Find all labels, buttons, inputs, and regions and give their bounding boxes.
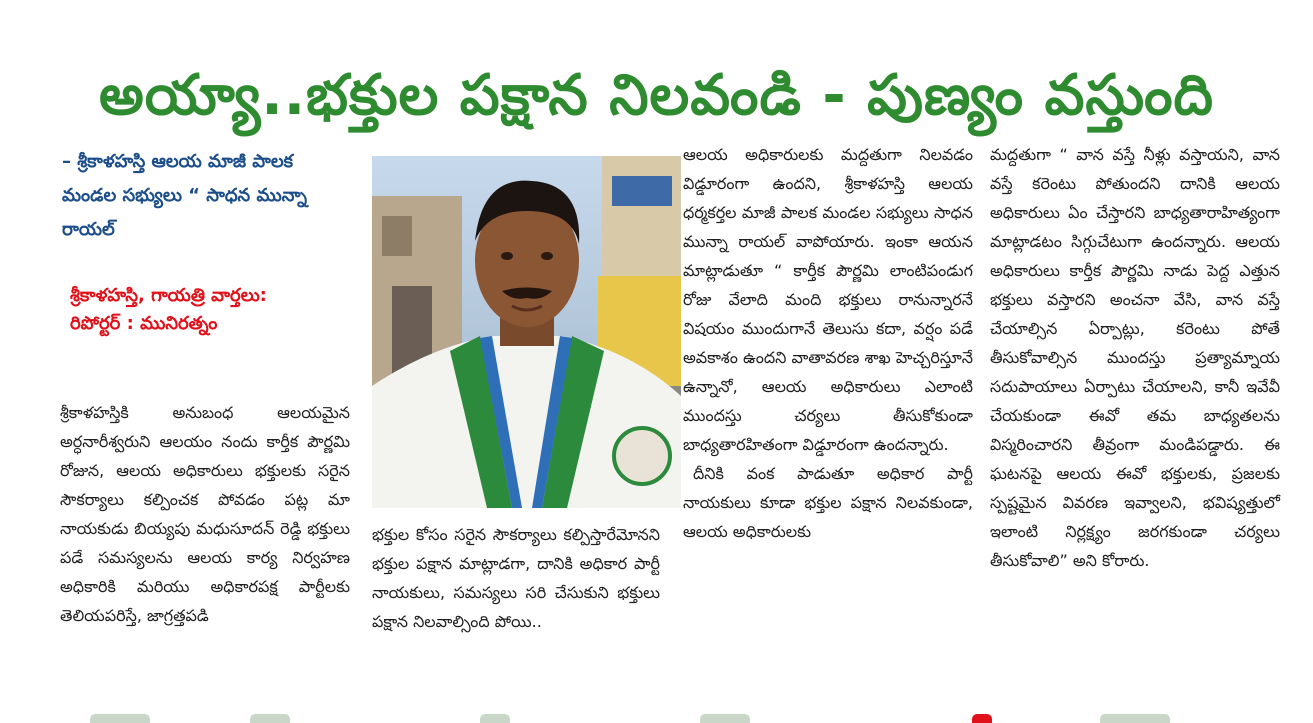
subheading: – శ్రీకాళహస్తి ఆలయ మాజీ పాలక మండల సభ్యులు “ సాధన మున్నా రాయల్ [62, 151, 308, 240]
column-3 [683, 140, 973, 546]
byline-location: శ్రీకాళహస్తి, గాయత్రి వార్తలు: [70, 285, 267, 306]
column-1: శ్రీకాళహస్తికి అనుబంధ ఆలయమైన అర్ధనారీశ్వరుని ఆలయం నందు కార్తీక పౌర్ణమి రోజున, ఆలయ అధికారులు భక్తులకు సరైన సౌకర్యాలు కల్పించక పోవడం పట్ల మా నాయకుడు బియ్యపు మధుసూదన్ రెడ్డి భక్తులు పడే సమస్యలను ఆలయ కార్య నిర్వహణ అధికారికి మరియు అధికారపక్ష పార్టీలకు తెలియపరిస్తే, జాగ్రత్తపడి [60, 403, 350, 625]
photo-illustration [372, 156, 681, 508]
column-3-paragraph-1: ఆలయ అధికారులకు మద్దతుగా నిలవడం విడ్డూరంగా ఉందని, శ్రీకాళహస్తి ఆలయ ధర్మకర్తల మాజీ పాలక మండల సభ్యులు సాధన మున్నా రాయల్ వాపోయారు. ఇంకా ఆయన మాట్లాడుతూ “ కార్తీక పౌర్ణమి లాంటిపండుగ రోజు వేలాది మంది భక్తులు రానున్నారనే విషయం ముందుగానే తెలుసు కదా, వర్షం పడే అవకాశం ఉందని వాతావరణ శాఖ హెచ్చరిస్తూనే ఉన్నానో, ఆలయ అధికారులు ఎలాంటి ముందస్తు చర్యలు తీసుకోకుండా బాధ్యతారహితంగా విడ్డూరంగా ఉందన్నారు. [683, 145, 973, 454]
column-2: భక్తుల కోసం సరైన సౌకర్యాలు కల్పిస్తారేమోనని భక్తుల పక్షాన మాట్లాడగా, దానికి అధికార పార్టీ నాయకులు, సమస్యలు సరి చేసుకుని భక్తులు పక్షాన నిలవాల్సింది పోయి.. [372, 525, 660, 631]
next-article-cutoff [0, 708, 1313, 723]
column-4: మద్దతుగా “ వాన వస్తే నీళ్లు వస్తాయని, వాన వస్తే కరెంటు పోతుందని దానికి ఆలయ అధికారులు ఏం చేస్తారని బాధ్యతారాహిత్యంగా మాట్లాడటం సిగ్గుచేటుగా ఉందన్నారు. ఆలయ అధికారులు కార్తీక పౌర్ణమి నాడు పెద్ద ఎత్తున భక్తులు వస్తారని అంచనా వేసి, వాన వస్తే చేయాల్సిన ఏర్పాట్లు, కరెంటు పోతే తీసుకోవాల్సిన ముందస్తు ప్రత్యామ్నాయ సదుపాయాలు ఏర్పాటు చేయాలని, కానీ ఇవేవీ చేయకుండా ఈవో తమ బాధ్యతలను విస్మరించారని తీవ్రంగా మండిపడ్డారు. ఈ ఘటనపై ఆలయ ఈవో భక్తులకు, ప్రజలకు స్పష్టమైన వివరణ ఇవ్వాలని, భవిష్యత్తులో ఇలాంటి నిర్లక్ష్యం జరగకుండా చర్యలు తీసుకోవాలి” అని కోరారు. [990, 145, 1280, 570]
column-3-paragraph-2: దీనికి వంక పాడుతూ అధికార పార్టీ నాయకులు కూడా భక్తుల పక్షాన నిలవకుండా, ఆలయ అధికారులకు [683, 464, 973, 541]
portrait-photo [372, 156, 681, 508]
byline [70, 282, 300, 338]
byline-reporter: రిపోర్టర్ : మునిరత్నం [70, 313, 218, 334]
headline: అయ్యా..భక్తుల పక్షాన నిలవండి - పుణ్యం వస్తుంది [98, 62, 1214, 128]
